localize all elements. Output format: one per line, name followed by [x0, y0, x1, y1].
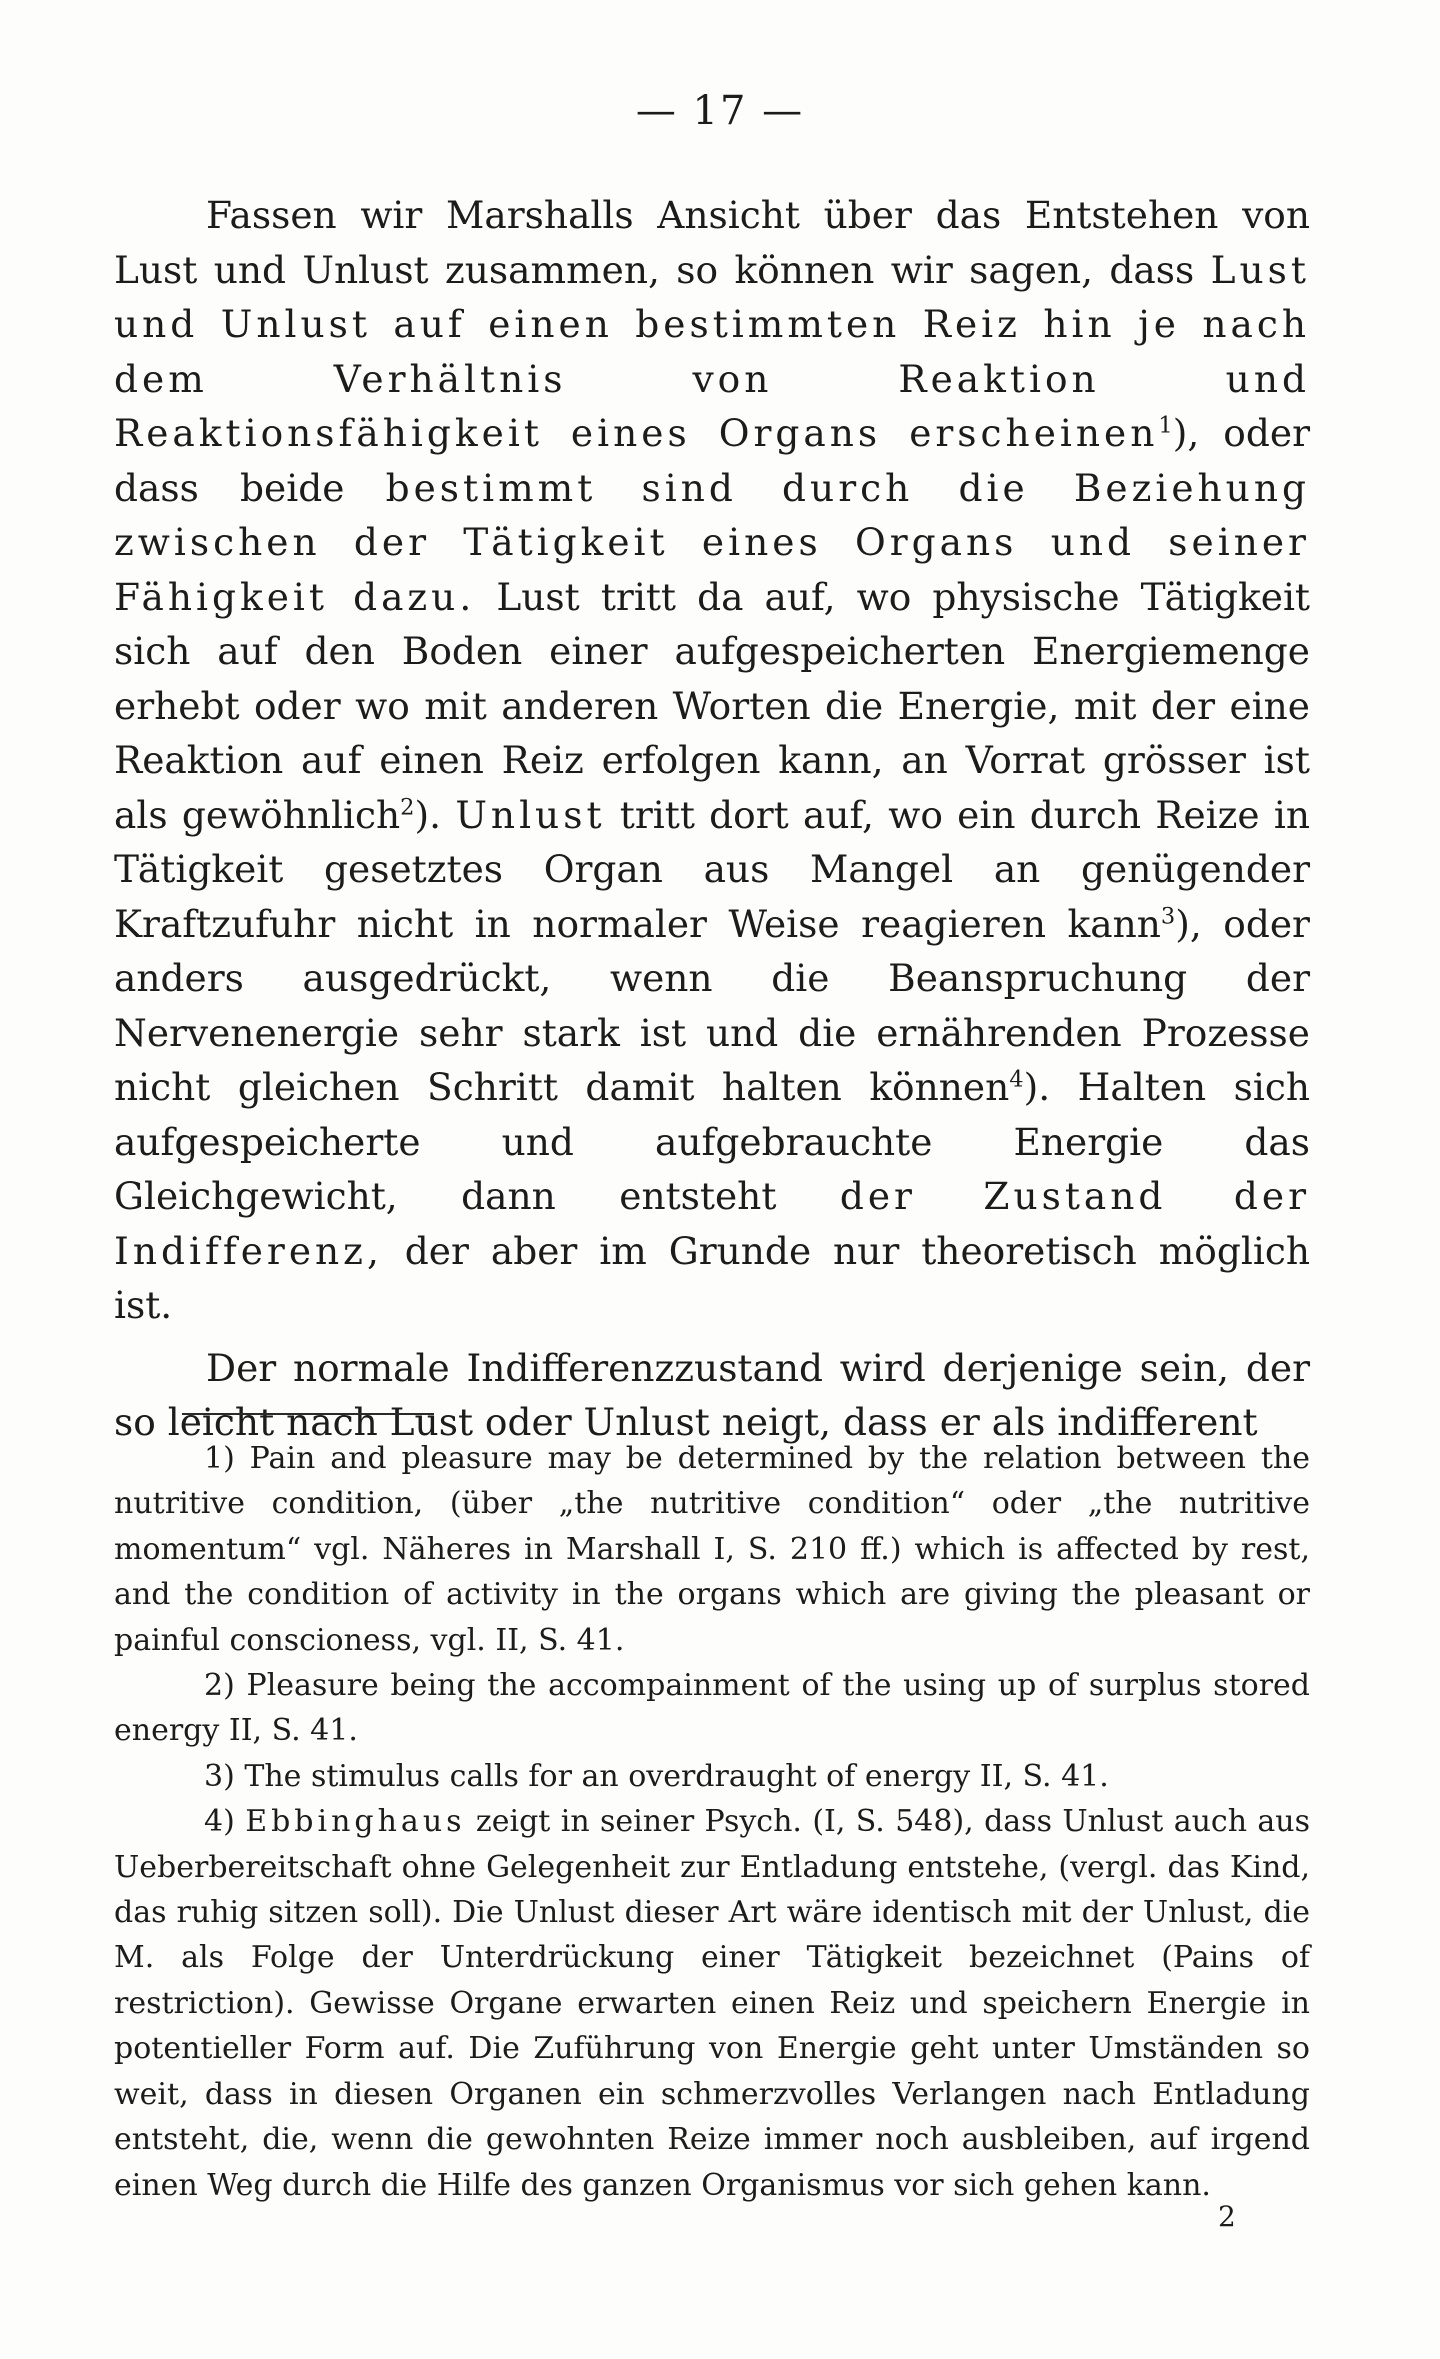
- spaced-emphasis: bestimmt sind durch die Beziehung zwischen der Tätigkeit eines Organs und seiner Fähigkeit dazu.: [114, 465, 1310, 619]
- text-run: Fassen wir Marshalls Ansicht über das Entstehen von Lust und Unlust zusammen, so können wir sagen, dass: [114, 193, 1310, 292]
- footnote-ref: 4: [1009, 1066, 1024, 1093]
- text-run: ).: [414, 792, 456, 837]
- paragraph-2: Der normale Indifferenzzustand wird derjenige sein, der so leicht nach Lust oder Unlust neigt, dass er als indifferent: [114, 1345, 1310, 1444]
- text-run: tritt dort auf, wo ein durch Reize in Tätigkeit gesetztes Organ aus Mangel an genügender Kraftzufuhr nicht in normaler Weise reagieren kann: [114, 792, 1310, 946]
- main-text: [114, 188, 1310, 1450]
- footnotes: [114, 1436, 1310, 2208]
- footnote-text: zeigt in seiner Psych. (I, S. 548), dass Unlust auch aus Ueberbereitschaft ohne Gelegenheit zur Entladung entstehe, (vergl. das Kind, das ruhig sitzen soll). Die Unlust dieser Art wäre identisch mit der Unlust, die M. als Folge der Unterdrückung einer Tätigkeit bezeichnet (Pains of restriction). Gewisse Organe erwarten einen Reiz und speichern Energie in potentieller Form auf. Die Zuführung von Energie geht unter Umständen so weit, dass in diesen Organen ein schmerzvolles Verlangen nach Entladung entsteht, die, wenn die gewohnten Reize immer noch ausbleiben, auf irgend einen Weg durch die Hilfe des ganzen Organismus vor sich gehen kann.: [114, 1804, 1311, 2203]
- footnote-3: 3) The stimulus calls for an overdraught of energy II, S. 41.: [204, 1758, 1109, 1794]
- footnote-4: [114, 1799, 1310, 2208]
- text-run: ). Halten sich aufgespeicherte und aufgebrauchte Energie das Gleichgewicht, dann entsteht: [114, 1065, 1311, 1218]
- spaced-emphasis: der Zustand der Indifferenz,: [114, 1174, 1310, 1273]
- footnote-rule: [182, 1413, 434, 1415]
- spaced-emphasis: Lust und Unlust auf einen bestimmten Reiz hin je nach dem Verhältnis von Reaktion und Reaktionsfähigkeit eines Organs erscheinen: [114, 247, 1310, 455]
- footnote-ref: 1: [1158, 412, 1173, 439]
- footnote-ref: 2: [400, 794, 415, 820]
- paragraph-1: [114, 188, 1310, 1333]
- footnote-1: 1) Pain and pleasure may be determined by the relation between the nutritive condition, (über „the nutritive condition“ oder „the nutritive momentum“ vgl. Näheres in Marshall I, S. 210 ff.) which is affected by rest, and the condition of activity in the organs which are giving the pleasant or painful conscioness, vgl. II, S. 41.: [114, 1441, 1310, 1658]
- spaced-emphasis: Ebbinghaus: [245, 1804, 466, 1840]
- page-number: — 17 —: [635, 88, 805, 134]
- footnote-ref: 3: [1160, 903, 1176, 929]
- text-run: der aber im Grunde nur theoretisch möglich ist.: [114, 1228, 1310, 1327]
- spaced-emphasis: Unlust: [455, 792, 606, 837]
- text-run: ), oder anders ausgedrückt, wenn die Beanspruchung der Nervenenergie sehr stark ist und die ernährenden Prozesse nicht gleichen Schritt damit halten können: [114, 901, 1310, 1109]
- text-run: ), oder dass beide: [114, 411, 1310, 510]
- footnote-number: 4): [204, 1804, 246, 1840]
- signature-mark: 2: [1218, 2200, 1236, 2233]
- footnote-2: 2) Pleasure being the accompainment of the using up of surplus stored energy II, S. 41.: [114, 1668, 1310, 1749]
- text-run: Lust tritt da auf, wo physische Tätigkeit sich auf den Boden einer aufgespeicherten Energiemenge erhebt oder wo mit anderen Worten die Energie, mit der eine Reaktion auf einen Reiz erfolgen kann, an Vorrat grösser ist als gewöhnlich: [114, 574, 1311, 837]
